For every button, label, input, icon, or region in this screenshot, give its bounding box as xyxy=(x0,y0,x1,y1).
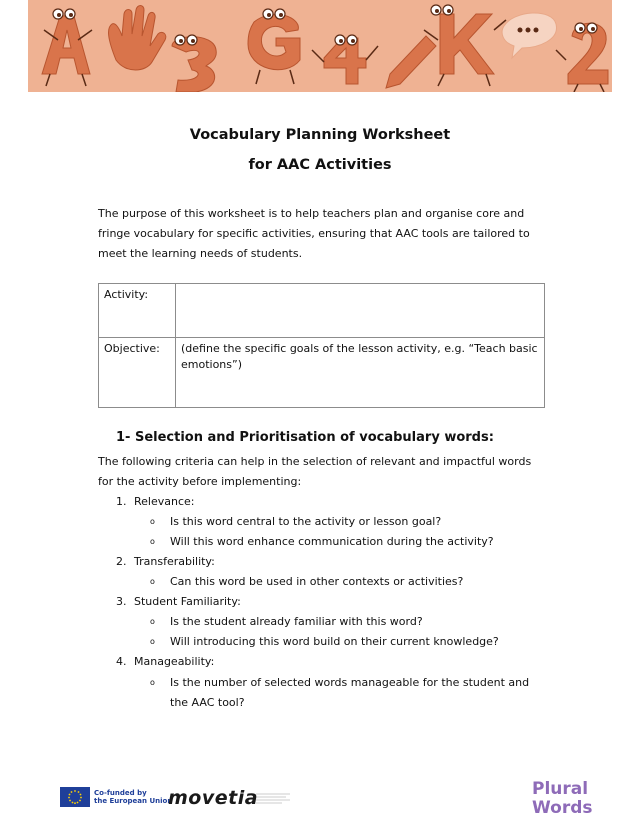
list-label: Manageability: xyxy=(134,655,215,668)
bullet-icon: o xyxy=(150,577,155,586)
sub-item-text: Can this word be used in other contexts or activities? xyxy=(170,575,464,588)
sub-item-text: Is the student already familiar with this word? xyxy=(170,615,423,628)
bullet-icon: o xyxy=(150,617,155,626)
plural-logo-line-2: Words xyxy=(532,798,593,818)
section-heading: 1- Selection and Prioritisation of vocabulary words: xyxy=(116,430,494,445)
header-banner xyxy=(28,0,612,92)
plural-logo-line-1: Plural xyxy=(532,779,589,799)
sub-item-text: Will this word enhance communication during the activity? xyxy=(170,535,494,548)
bullet-icon: o xyxy=(150,537,155,546)
list-number: 3. xyxy=(116,595,127,608)
activity-field[interactable] xyxy=(176,284,545,338)
table-row xyxy=(99,284,545,338)
list-number: 4. xyxy=(116,655,127,668)
list-item xyxy=(116,592,241,612)
activity-objective-table xyxy=(98,283,545,408)
movetia-fineprint xyxy=(256,792,296,807)
sub-item-text: Is the number of selected words manageable for the student and the AAC tool? xyxy=(170,676,530,709)
movetia-logo: movetia xyxy=(168,787,259,809)
list-number: 2. xyxy=(116,555,127,568)
activity-label: Activity: xyxy=(99,284,176,338)
plural-words-logo xyxy=(532,780,593,818)
list-item xyxy=(116,652,214,672)
list-item xyxy=(116,492,194,512)
objective-label: Objective: xyxy=(99,338,176,408)
list-label: Student Familiarity: xyxy=(134,595,241,608)
table-row xyxy=(99,338,545,408)
list-item xyxy=(116,552,215,572)
list-label: Transferability: xyxy=(134,555,215,568)
list-number: 1. xyxy=(116,495,127,508)
letters-illustration xyxy=(28,0,612,92)
sub-item-text: Is this word central to the activity or lesson goal? xyxy=(170,515,442,528)
list-label: Relevance: xyxy=(134,495,195,508)
intro-paragraph: The purpose of this worksheet is to help teachers plan and organise core and fringe vocabulary for specific activities, ensuring that AAC tools are tailored to meet the learning needs of students. xyxy=(98,207,530,260)
objective-field[interactable]: (define the specific goals of the lesson activity, e.g. “Teach basic emotions”) xyxy=(176,338,545,408)
bullet-icon: o xyxy=(150,678,155,687)
section-intro: The following criteria can help in the selection of relevant and impactful words for the activity before implementing: xyxy=(98,455,532,488)
bullet-icon: o xyxy=(150,637,155,646)
bullet-icon: o xyxy=(150,517,155,526)
eu-line-1: Co-funded by xyxy=(94,789,147,797)
eu-flag-icon xyxy=(60,787,90,807)
eu-line-2: the European Union xyxy=(94,797,173,805)
page-title: Vocabulary Planning Worksheet xyxy=(189,127,451,143)
page-subtitle: for AAC Activities xyxy=(248,157,392,173)
sub-item-text: Will introducing this word build on their current knowledge? xyxy=(170,635,499,648)
eu-cofunded-text xyxy=(94,789,174,805)
